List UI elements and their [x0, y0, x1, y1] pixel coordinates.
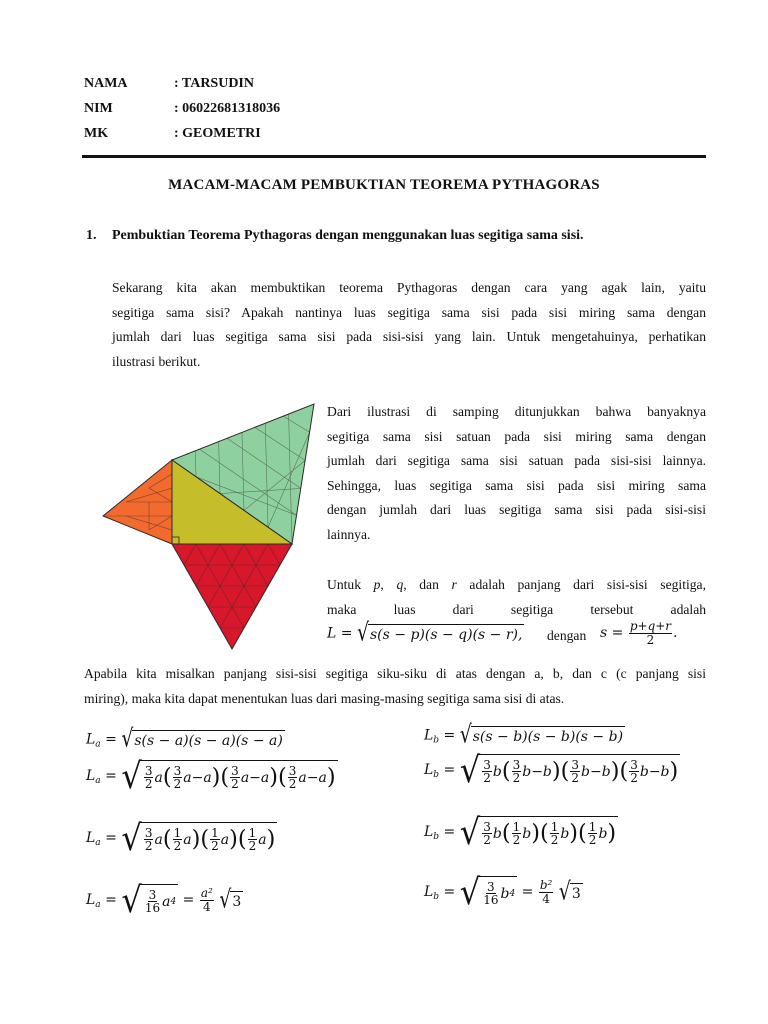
- eq-b-1: $L_b$ = √ s(s − b)(s − b)(s − b): [424, 720, 624, 750]
- explanation-line: segitiga sama sisi satuan pada sisi miring sama dengan: [327, 428, 706, 444]
- heron-paragraph: [327, 573, 706, 622]
- explanation-line: Sehingga, luas segitiga sama sisi pada sisi miring sama: [327, 477, 706, 493]
- page-title: MACAM-MACAM PEMBUKTIAN TEOREMA PYTHAGORAS: [168, 177, 600, 193]
- header-value-mk: : GEOMETRI: [174, 126, 261, 141]
- eq-a-1: $L_a$ = √ s(s − a)(s − a)(s − a): [86, 724, 283, 754]
- intro-line: ilustrasi berikut.: [112, 353, 201, 369]
- header-value-nama: : TARSUDIN: [174, 76, 254, 91]
- eq-a-2: $L_a$ = √ $\frac{3}{2}$ a ( $\frac{3}{2}$ a − a ) ( $\frac{3}{2}$ a − a ) ( $\frac{3}{2}$ a − a ): [86, 755, 336, 797]
- eq-b-4: $L_b$ = √ $\frac{3}{16}$ b 4 = $\frac{\text{b²}}{4}$ √ 3: [424, 871, 581, 913]
- eq-a-4: $L_a$ = √ $\frac{3}{16}$ a 4 = $\frac{\text{a²}}{4}$ √ 3: [86, 879, 242, 921]
- header-value-nim: : 06022681318036: [174, 101, 281, 116]
- intro-line: Sekarang kita akan membuktikan teorema Pythagoras dengan cara yang agak lain, yaitu: [112, 280, 706, 295]
- explanation-line: Dari ilustrasi di samping ditunjukkan bahwa banyaknya: [327, 404, 706, 419]
- heron-line-1: Untuk p, q, dan r adalah panjang dari sisi-sisi segitiga,: [327, 577, 706, 592]
- explanation-line: lainnya.: [327, 526, 371, 542]
- illustration-explanation: [327, 400, 706, 547]
- after-line: Apabila kita misalkan panjang sisi-sisi segitiga siku-siku di atas dengan a, b, dan c (c panjang sisi: [84, 666, 706, 681]
- leg-b-triangle: [172, 544, 292, 649]
- eq-b-3: $L_b$ = √ $\frac{3}{2}$ b ( $\frac{1}{2}$ b ) ( $\frac{1}{2}$ b ) ( $\frac{1}{2}$ b ): [424, 811, 617, 853]
- intro-paragraph: [112, 276, 706, 374]
- heron-dengan: dengan: [547, 628, 587, 643]
- explanation-line: dengan jumlah dari luas segitiga sama sisi pada sisi-sisi: [327, 502, 706, 517]
- header-label-nama: NAMA: [84, 76, 128, 91]
- intro-line: segitiga sama sisi? Apakah nantinya luas segitiga sama sisi pada sisi miring sama dengan: [112, 304, 706, 320]
- eq-b-2: $L_b$ = √ $\frac{3}{2}$ b ( $\frac{3}{2}$ b − b ) ( $\frac{3}{2}$ b − b ) ( $\frac{3}{2}$ b − b ): [424, 749, 679, 791]
- section-heading-text: Pembuktian Teorema Pythagoras dengan menggunakan luas segitiga sama sisi.: [112, 228, 584, 243]
- after-line: miring), maka kita dapat menentukan luas dari masing-masing segitiga sama sisi di atas.: [84, 690, 565, 706]
- heron-formula: L = √ s(s − p)(s − q)(s − r),: [327, 618, 523, 648]
- after-paragraph: [84, 662, 706, 711]
- header-divider: [82, 155, 706, 158]
- intro-line: jumlah dari luas segitiga sama sisi pada sisi-sisi yang lain. Untuk mengetahuinya, perhatikan: [112, 329, 706, 344]
- header-label-nim: NIM: [84, 101, 113, 116]
- explanation-line: jumlah dari segitiga sama sisi satuan pada sisi-sisi lainnya.: [327, 453, 706, 468]
- eq-a-3: $L_a$ = √ $\frac{3}{2}$ a ( $\frac{1}{2}$ a ) ( $\frac{1}{2}$ a ) ( $\frac{1}{2}$ a ): [86, 817, 276, 859]
- semiperimeter-formula: s = $\frac{p+q+r}{2}$ .: [600, 619, 678, 647]
- section-heading: [86, 228, 584, 244]
- section-number: 1.: [86, 228, 97, 243]
- heron-line-2: maka luas dari segitiga tersebut adalah: [327, 601, 707, 617]
- pythagoras-triangle-illustration: [100, 400, 320, 655]
- header-label-mk: MK: [84, 126, 109, 141]
